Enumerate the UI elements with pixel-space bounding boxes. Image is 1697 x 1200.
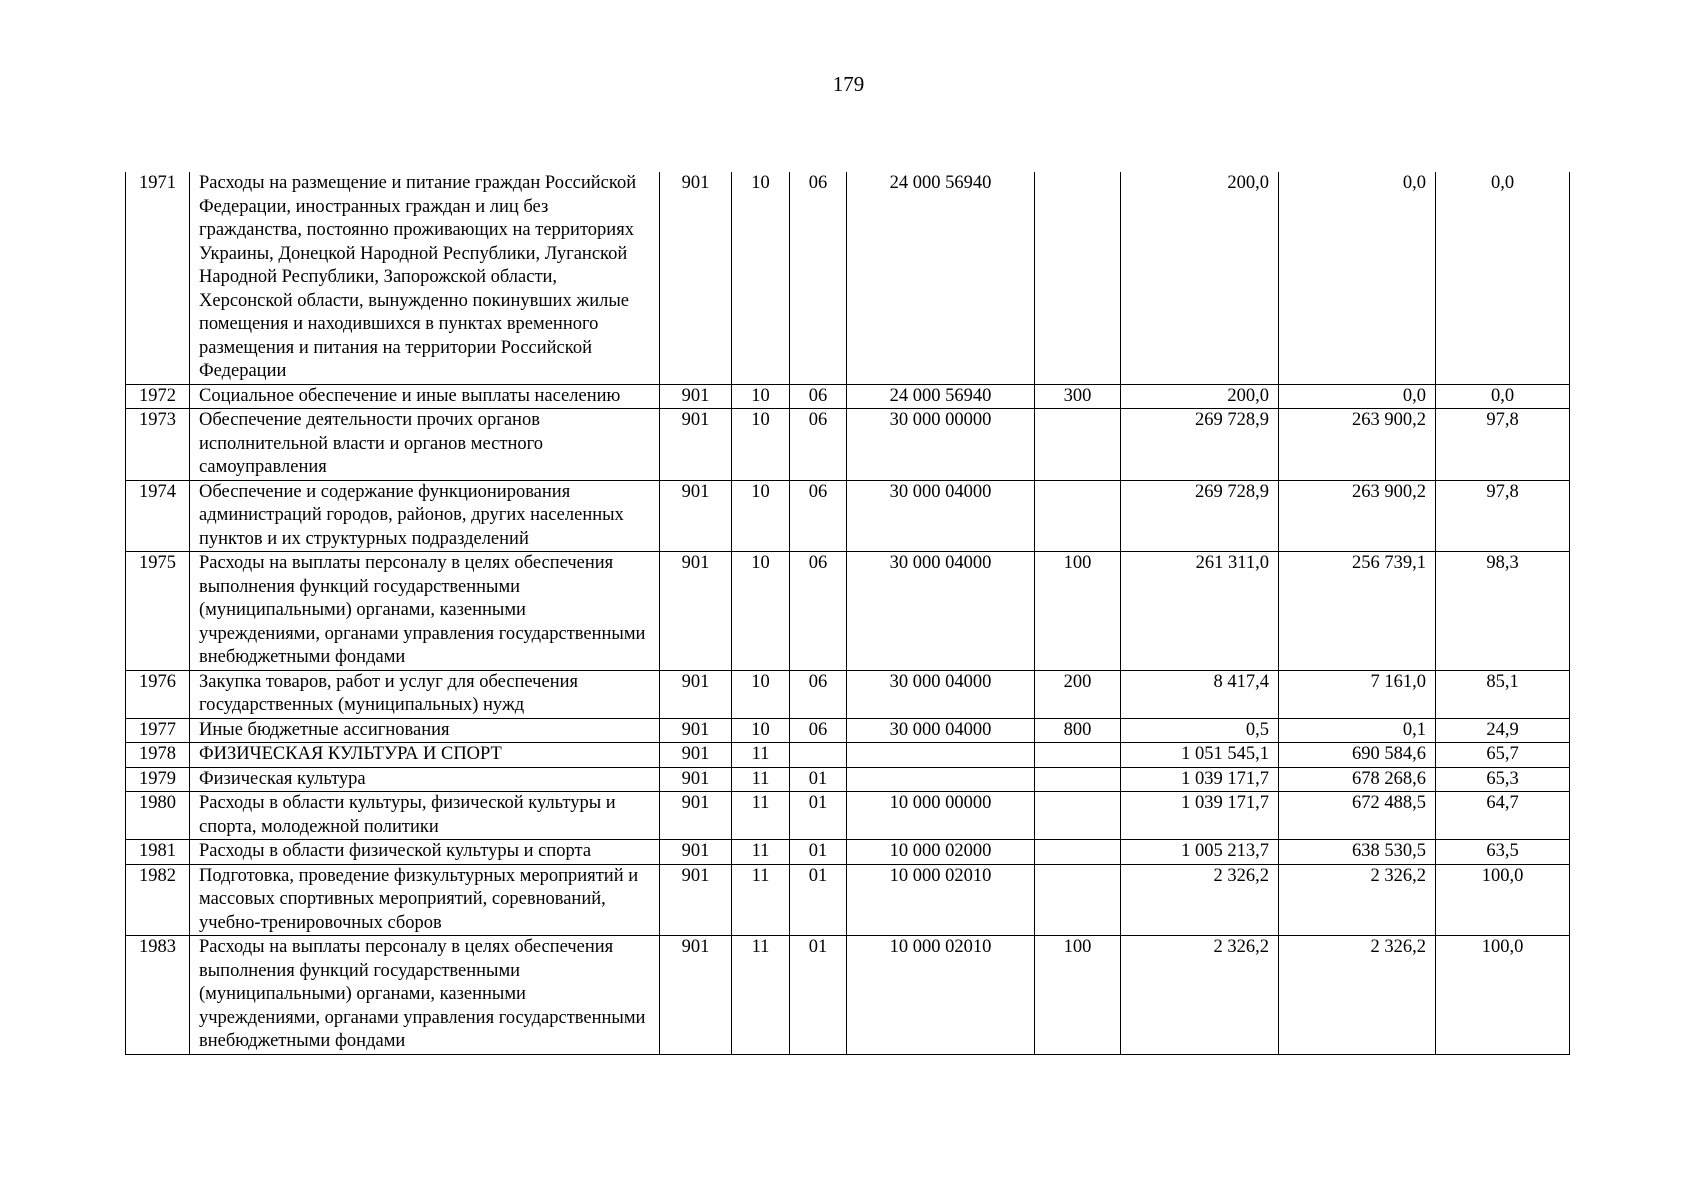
admin-code-cell: 901	[660, 792, 732, 840]
executed-amount-cell: 690 584,6	[1279, 743, 1436, 768]
row-number-cell: 1980	[126, 792, 190, 840]
table-row	[126, 384, 1570, 409]
target-article-cell: 10 000 02010	[847, 936, 1035, 1055]
expense-type-cell	[1035, 864, 1121, 936]
expense-name-cell: Подготовка, проведение физкультурных мероприятий и массовых спортивных мероприятий, соревнований, учебно-тренировочных сборов	[190, 864, 660, 936]
executed-amount-cell: 2 326,2	[1279, 936, 1436, 1055]
admin-code-cell: 901	[660, 864, 732, 936]
executed-amount-cell: 672 488,5	[1279, 792, 1436, 840]
expense-name-cell: Расходы в области физической культуры и спорта	[190, 840, 660, 865]
executed-amount-cell: 638 530,5	[1279, 840, 1436, 865]
subsection-code-cell: 01	[790, 792, 847, 840]
row-number-cell: 1972	[126, 384, 190, 409]
section-code-cell: 10	[732, 718, 790, 743]
planned-amount-cell: 200,0	[1121, 172, 1279, 384]
subsection-code-cell: 01	[790, 840, 847, 865]
subsection-code-cell: 01	[790, 936, 847, 1055]
execution-percent-cell: 100,0	[1436, 864, 1570, 936]
expense-type-cell	[1035, 172, 1121, 384]
row-number-cell: 1979	[126, 767, 190, 792]
target-article-cell	[847, 767, 1035, 792]
subsection-code-cell: 06	[790, 409, 847, 481]
expense-name-cell: Иные бюджетные ассигнования	[190, 718, 660, 743]
table-row	[126, 864, 1570, 936]
expense-type-cell	[1035, 743, 1121, 768]
budget-table	[125, 172, 1570, 1055]
executed-amount-cell: 263 900,2	[1279, 409, 1436, 481]
table-row	[126, 936, 1570, 1055]
row-number-cell: 1978	[126, 743, 190, 768]
expense-type-cell: 800	[1035, 718, 1121, 743]
row-number-cell: 1971	[126, 172, 190, 384]
subsection-code-cell	[790, 743, 847, 768]
section-code-cell: 10	[732, 670, 790, 718]
execution-percent-cell: 0,0	[1436, 172, 1570, 384]
subsection-code-cell: 06	[790, 670, 847, 718]
expense-type-cell	[1035, 840, 1121, 865]
expense-name-cell: Обеспечение и содержание функционирования администраций городов, районов, других населенных пунктов и их структурных подразделений	[190, 480, 660, 552]
planned-amount-cell: 2 326,2	[1121, 936, 1279, 1055]
expense-type-cell: 100	[1035, 552, 1121, 671]
execution-percent-cell: 0,0	[1436, 384, 1570, 409]
expense-type-cell	[1035, 767, 1121, 792]
section-code-cell: 11	[732, 767, 790, 792]
admin-code-cell: 901	[660, 670, 732, 718]
admin-code-cell: 901	[660, 743, 732, 768]
planned-amount-cell: 1 005 213,7	[1121, 840, 1279, 865]
expense-type-cell: 200	[1035, 670, 1121, 718]
execution-percent-cell: 97,8	[1436, 480, 1570, 552]
target-article-cell: 10 000 02000	[847, 840, 1035, 865]
admin-code-cell: 901	[660, 552, 732, 671]
section-code-cell: 10	[732, 552, 790, 671]
expense-name-cell: Социальное обеспечение и иные выплаты населению	[190, 384, 660, 409]
executed-amount-cell: 0,0	[1279, 172, 1436, 384]
page-number: 179	[832, 72, 865, 96]
executed-amount-cell: 2 326,2	[1279, 864, 1436, 936]
section-code-cell: 11	[732, 936, 790, 1055]
table-row	[126, 552, 1570, 671]
section-code-cell: 10	[732, 480, 790, 552]
row-number-cell: 1983	[126, 936, 190, 1055]
expense-type-cell: 300	[1035, 384, 1121, 409]
row-number-cell: 1977	[126, 718, 190, 743]
table-body	[126, 172, 1570, 1054]
planned-amount-cell: 2 326,2	[1121, 864, 1279, 936]
expense-name-cell: ФИЗИЧЕСКАЯ КУЛЬТУРА И СПОРТ	[190, 743, 660, 768]
execution-percent-cell: 65,3	[1436, 767, 1570, 792]
subsection-code-cell: 06	[790, 480, 847, 552]
expense-name-cell: Расходы на размещение и питание граждан Российской Федерации, иностранных граждан и лиц без гражданства, постоянно проживающих на территориях Украины, Донецкой Народной Республики, Луганской Народной Республики, Запорожской области, Херсонской области, вынужденно покинувших жилые помещения и находившихся в пунктах временного размещения и питания на территории Российской Федерации	[190, 172, 660, 384]
planned-amount-cell: 261 311,0	[1121, 552, 1279, 671]
section-code-cell: 11	[732, 792, 790, 840]
planned-amount-cell: 1 039 171,7	[1121, 792, 1279, 840]
executed-amount-cell: 256 739,1	[1279, 552, 1436, 671]
row-number-cell: 1982	[126, 864, 190, 936]
section-code-cell: 11	[732, 743, 790, 768]
target-article-cell: 30 000 04000	[847, 480, 1035, 552]
expense-type-cell	[1035, 792, 1121, 840]
section-code-cell: 10	[732, 409, 790, 481]
row-number-cell: 1973	[126, 409, 190, 481]
table-row	[126, 840, 1570, 865]
execution-percent-cell: 63,5	[1436, 840, 1570, 865]
execution-percent-cell: 97,8	[1436, 409, 1570, 481]
row-number-cell: 1974	[126, 480, 190, 552]
row-number-cell: 1976	[126, 670, 190, 718]
planned-amount-cell: 269 728,9	[1121, 409, 1279, 481]
expense-type-cell: 100	[1035, 936, 1121, 1055]
executed-amount-cell: 0,1	[1279, 718, 1436, 743]
execution-percent-cell: 24,9	[1436, 718, 1570, 743]
target-article-cell: 24 000 56940	[847, 384, 1035, 409]
section-code-cell: 11	[732, 840, 790, 865]
executed-amount-cell: 678 268,6	[1279, 767, 1436, 792]
target-article-cell: 24 000 56940	[847, 172, 1035, 384]
subsection-code-cell: 06	[790, 552, 847, 671]
expense-type-cell	[1035, 480, 1121, 552]
subsection-code-cell: 06	[790, 718, 847, 743]
planned-amount-cell: 200,0	[1121, 384, 1279, 409]
table-row	[126, 767, 1570, 792]
planned-amount-cell: 1 051 545,1	[1121, 743, 1279, 768]
table-row	[126, 172, 1570, 384]
expense-name-cell: Расходы на выплаты персоналу в целях обеспечения выполнения функций государственными (муниципальными) органами, казенными учреждениями, органами управления государственными внебюджетными фондами	[190, 936, 660, 1055]
planned-amount-cell: 8 417,4	[1121, 670, 1279, 718]
executed-amount-cell: 263 900,2	[1279, 480, 1436, 552]
target-article-cell: 10 000 02010	[847, 864, 1035, 936]
admin-code-cell: 901	[660, 384, 732, 409]
planned-amount-cell: 1 039 171,7	[1121, 767, 1279, 792]
admin-code-cell: 901	[660, 480, 732, 552]
planned-amount-cell: 269 728,9	[1121, 480, 1279, 552]
table-row	[126, 670, 1570, 718]
target-article-cell: 30 000 04000	[847, 552, 1035, 671]
table-row	[126, 480, 1570, 552]
target-article-cell: 30 000 04000	[847, 718, 1035, 743]
subsection-code-cell: 01	[790, 767, 847, 792]
expense-type-cell	[1035, 409, 1121, 481]
section-code-cell: 10	[732, 384, 790, 409]
target-article-cell: 10 000 00000	[847, 792, 1035, 840]
admin-code-cell: 901	[660, 840, 732, 865]
target-article-cell: 30 000 04000	[847, 670, 1035, 718]
expense-name-cell: Расходы на выплаты персоналу в целях обеспечения выполнения функций государственными (муниципальными) органами, казенными учреждениями, органами управления государственными внебюджетными фондами	[190, 552, 660, 671]
target-article-cell: 30 000 00000	[847, 409, 1035, 481]
expense-name-cell: Обеспечение деятельности прочих органов исполнительной власти и органов местного самоуправления	[190, 409, 660, 481]
table-row	[126, 743, 1570, 768]
table-row	[126, 792, 1570, 840]
executed-amount-cell: 0,0	[1279, 384, 1436, 409]
admin-code-cell: 901	[660, 409, 732, 481]
admin-code-cell: 901	[660, 718, 732, 743]
execution-percent-cell: 85,1	[1436, 670, 1570, 718]
subsection-code-cell: 01	[790, 864, 847, 936]
execution-percent-cell: 64,7	[1436, 792, 1570, 840]
execution-percent-cell: 100,0	[1436, 936, 1570, 1055]
planned-amount-cell: 0,5	[1121, 718, 1279, 743]
row-number-cell: 1981	[126, 840, 190, 865]
expense-name-cell: Закупка товаров, работ и услуг для обеспечения государственных (муниципальных) нужд	[190, 670, 660, 718]
subsection-code-cell: 06	[790, 172, 847, 384]
target-article-cell	[847, 743, 1035, 768]
row-number-cell: 1975	[126, 552, 190, 671]
admin-code-cell: 901	[660, 172, 732, 384]
execution-percent-cell: 98,3	[1436, 552, 1570, 671]
execution-percent-cell: 65,7	[1436, 743, 1570, 768]
admin-code-cell: 901	[660, 767, 732, 792]
table-row	[126, 409, 1570, 481]
subsection-code-cell: 06	[790, 384, 847, 409]
expense-name-cell: Физическая культура	[190, 767, 660, 792]
section-code-cell: 11	[732, 864, 790, 936]
executed-amount-cell: 7 161,0	[1279, 670, 1436, 718]
table-row	[126, 718, 1570, 743]
section-code-cell: 10	[732, 172, 790, 384]
admin-code-cell: 901	[660, 936, 732, 1055]
expense-name-cell: Расходы в области культуры, физической культуры и спорта, молодежной политики	[190, 792, 660, 840]
